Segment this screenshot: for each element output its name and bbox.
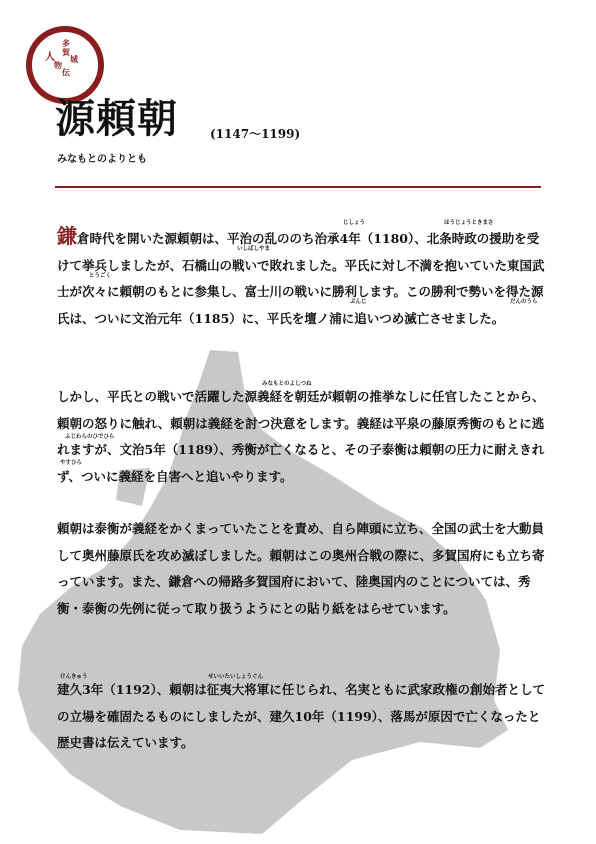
person-name-title: 源頼朝 (55, 95, 178, 142)
furigana-kenkyu: けんきゅう (60, 674, 88, 680)
stamp-char-ju: 十 (69, 87, 79, 97)
paragraph-1 (57, 223, 547, 332)
stamp-char-ta: 多 (62, 39, 70, 48)
paragraph-3: 頼朝は泰衡が義経をかくまっていたことを責め、自ら陣頭に立ち、全国の武士を大動員して奥州藤原氏を攻め滅ぼしました。頼朝はこの奥州合戦の際に、多賀国府にも立ち寄っています。また、鎌倉への帰路多賀国府において、陸奥国内のことについては、秀衡・泰衡の先例に従って取り扱うようにとの貼り紙をはらせています。 (57, 521, 545, 616)
stamp-char-jo: 城 (70, 55, 78, 64)
stamp-char-no: ノ (60, 87, 70, 97)
furigana-minamoto-yoshitsune: みなもとのよしつね (262, 381, 312, 387)
furigana-fujiwara-hidehira: ふじわらのひでひら (65, 434, 115, 440)
paragraph-1-text: 倉時代を開いた源頼朝は、平治の乱ののち治承4年（1180）、北条時政の援助を受けて挙兵しましたが、石橋山の戦いで敗れました。平氏に対し不満を抱いていた東国武士が次々に頼朝のもとに参集し、富士川の戦いに勝利します。この勝利で勢いを得た源氏は、ついに文治元年（1185）に、平氏を壇ノ浦に追いつめ滅亡させました。 (57, 231, 545, 326)
stamp-char-butsu: 物 (54, 61, 62, 70)
name-reading: みなもとのよりとも (57, 154, 147, 165)
furigana-jisho: じしょう (343, 220, 366, 226)
stamp-char-den: 伝 (62, 68, 70, 77)
drop-cap: 鎌 (57, 224, 77, 248)
title-divider (55, 186, 541, 188)
paragraph-2: しかし、平氏との戦いで活躍した源義経を朝廷が頼朝の推挙なしに任官したことから、頼朝の怒りに触れ、頼朝は義経を討つ決意をします。義経は平泉の藤原秀衡のもとに逃れますが、文治5年（1189）、秀衡が亡くなると、その子泰衡は頼朝の圧力に耐えきれず、ついに義経を自害へと追いやります。 (57, 389, 545, 484)
furigana-ishibashiyama: いしばしやま (237, 246, 271, 252)
stamp-char-sono: 其 (51, 87, 61, 97)
furigana-dannoura: だんのうら (510, 299, 538, 305)
furigana-seii-taishogun: せいいたいしょうぐん (208, 674, 264, 680)
furigana-togoku: とうごく (89, 273, 112, 279)
furigana-bunji: ぶんじ (350, 299, 367, 305)
stamp-char-hito: 人 (45, 52, 55, 63)
furigana-yasuhira: やすひら (60, 460, 83, 466)
stamp-char-ga: 賀 (62, 48, 70, 57)
paragraph-4: 建久3年（1192）、頼朝は征夷大将軍に任じられ、名実ともに武家政権の創始者としての立場を確固たるものにしましたが、建久10年（1199）、落馬が原因で亡くなったと歴史書は伝えています。 (57, 682, 545, 750)
furigana-hojo-tokimasa: ほうじょうときまさ (444, 220, 494, 226)
tagajo-person-stamp-logo (26, 26, 104, 104)
life-years: (1147〜1199) (210, 127, 301, 141)
